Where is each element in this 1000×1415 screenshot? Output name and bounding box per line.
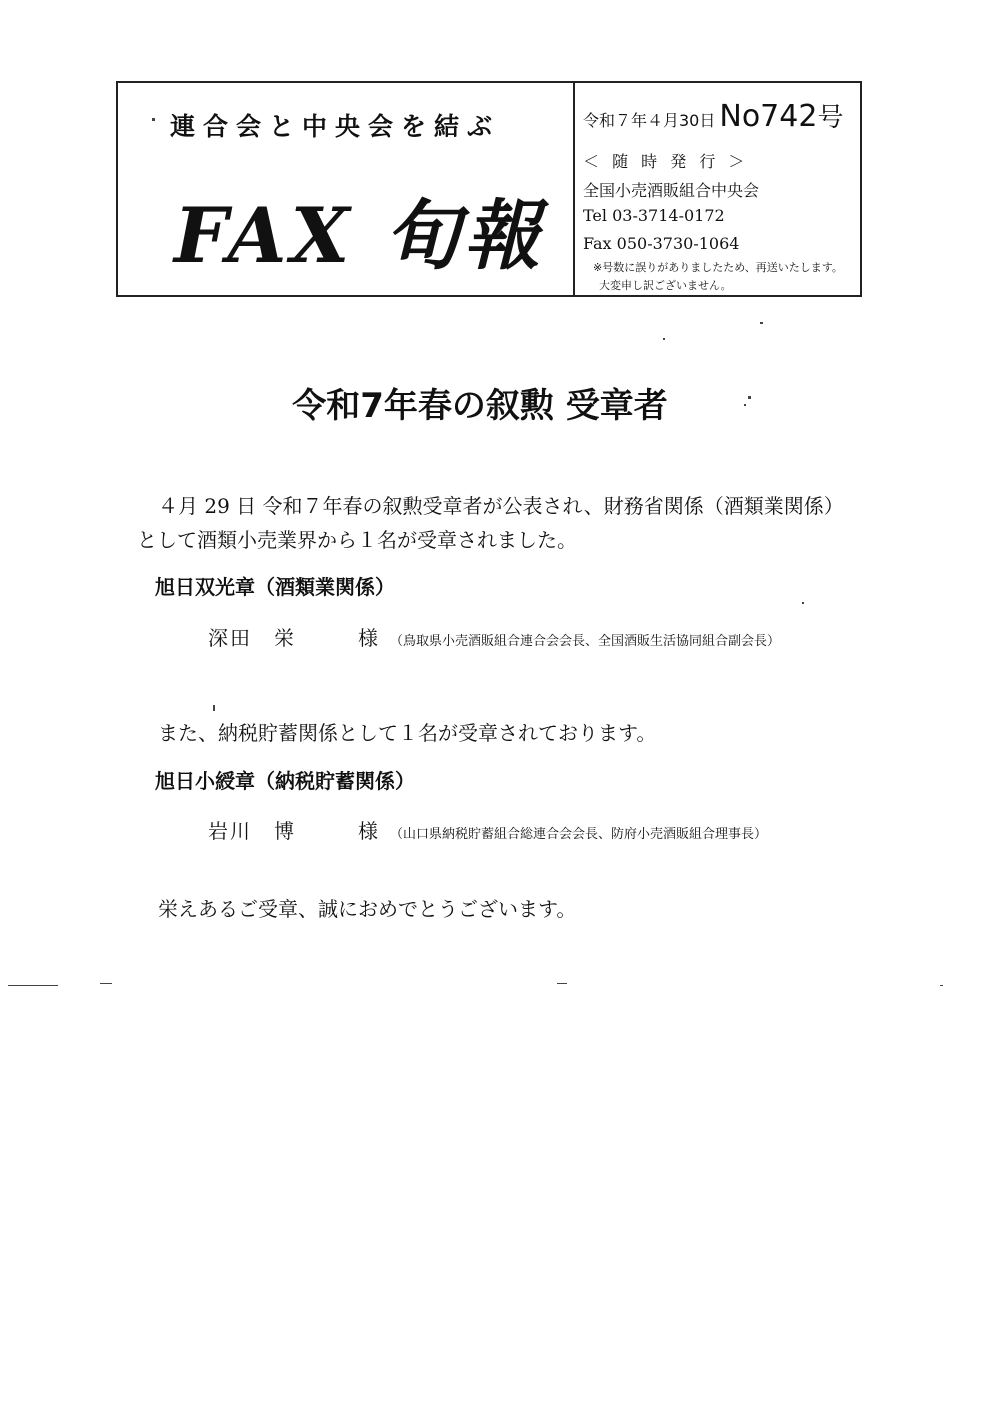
fax-number: Fax 050-3730-1064 [583, 234, 740, 253]
recipient-name: 岩川 博 [208, 819, 296, 843]
correction-notice: ※号数に誤りがありましたため、再送いたします。 [593, 261, 843, 274]
recipient-honorific: 様 [358, 819, 378, 843]
document-title: 令和7年春の叙勲 受章者 [292, 386, 668, 426]
recipient-honorific: 様 [358, 626, 378, 650]
scan-speck [152, 118, 155, 121]
issue-date: 令和７年４月30日 [583, 111, 716, 130]
intro-paragraph-line-1: ４月 29 日 令和７年春の叙勲受章者が公表され、財務省関係（酒類業関係） [158, 494, 844, 518]
scan-speck [557, 983, 567, 984]
intro-paragraph-line-2: として酒類小売業界から１名が受章されました。 [137, 528, 577, 552]
issue-info-panel [575, 83, 862, 295]
closing-message: 栄えあるご受章、誠におめでとうございます。 [158, 897, 577, 921]
tagline: 連合会と中央会を結ぶ [170, 112, 501, 141]
scan-speck [8, 985, 58, 986]
masthead-panel [118, 83, 575, 295]
issue-line [583, 97, 843, 134]
telephone-number: Tel 03-3714-0172 [583, 206, 725, 225]
award-heading-1: 旭日双光章（酒類業関係） [155, 575, 395, 599]
scan-speck [802, 602, 804, 604]
recipient-1 [208, 622, 780, 651]
scan-speck [940, 985, 943, 986]
scan-speck [213, 705, 215, 711]
second-intro-line: また、納税貯蓄関係として１名が受章されております。 [158, 721, 657, 745]
award-heading-2: 旭日小綬章（納税貯蓄関係） [155, 769, 415, 793]
masthead-title: FAX 旬報 [174, 191, 544, 280]
recipient-position: （鳥取県小売酒販組合連合会会長、全国酒販生活協同組合副会長） [390, 634, 781, 649]
issue-suffix: 号 [817, 103, 844, 133]
header-box [116, 81, 862, 297]
recipient-name: 深田 栄 [208, 626, 296, 650]
recipient-position: （山口県納税貯蓄組合総連合会会長、防府小売酒販組合理事長） [390, 827, 768, 842]
apology-notice: 大変申し訳ございません。 [599, 279, 732, 292]
publication-frequency: ＜ 随 時 発 行 ＞ [583, 152, 749, 171]
issue-number: No742 [719, 99, 818, 134]
scan-speck [748, 396, 751, 399]
scan-speck [744, 404, 746, 406]
scan-speck [663, 338, 665, 340]
recipient-2 [208, 815, 767, 844]
scan-speck [100, 983, 112, 984]
organization-name: 全国小売酒販組合中央会 [583, 181, 760, 200]
scan-speck [760, 322, 763, 324]
